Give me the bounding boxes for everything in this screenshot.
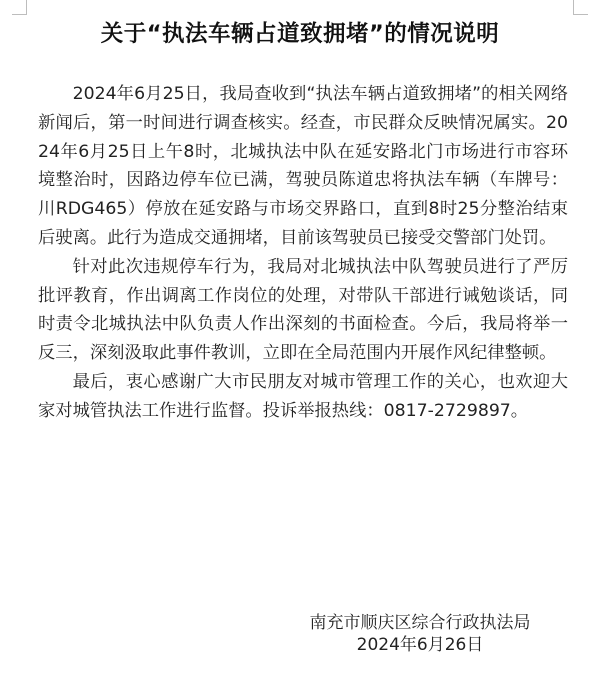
crop-mark-top-right xyxy=(573,0,588,15)
paragraph-thanks: 最后，衷心感谢广大市民朋友对城市管理工作的关心，也欢迎大家对城管执法工作进行监督。投诉举报热线：0817-2729897。 xyxy=(38,371,568,421)
paragraph-investigation: 2024年6月25日，我局查收到“执法车辆占道致拥堵”的相关网络新闻后，第一时间进行调查核实。经查，市民群众反映情况属实。2024年6月25日上午8时，北城执法中队在延安路北门市场进行市容环境整治时，因路边停车位已满，驾驶员陈道忠将执法车辆（车牌号：川RDG465）停放在延安路与市场交界路口，直到8时25分整治结束后驶离。此行为造成交通拥堵，目前该驾驶员已接受交警部门处罚。 xyxy=(38,84,568,248)
paragraph-handling: 针对此次违规停车行为，我局对北城执法中队驾驶员进行了严厉批评教育，作出调离工作岗位的处理，对带队干部进行诫勉谈话，同时责令北城执法中队负责人作出深刻的书面检查。今后，我局将举一反三，深刻汲取此事件教训，立即在全局范围内开展作风纪律整顿。 xyxy=(38,256,568,364)
document-body xyxy=(38,80,568,426)
signature-date: 2024年6月26日 xyxy=(356,635,484,655)
document-title: 关于“执法车辆占道致拥堵”的情况说明 xyxy=(100,21,500,47)
signature-block xyxy=(270,612,570,656)
signature-organization: 南充市顺庆区综合行政执法局 xyxy=(309,613,531,633)
crop-mark-top-left xyxy=(12,0,27,15)
